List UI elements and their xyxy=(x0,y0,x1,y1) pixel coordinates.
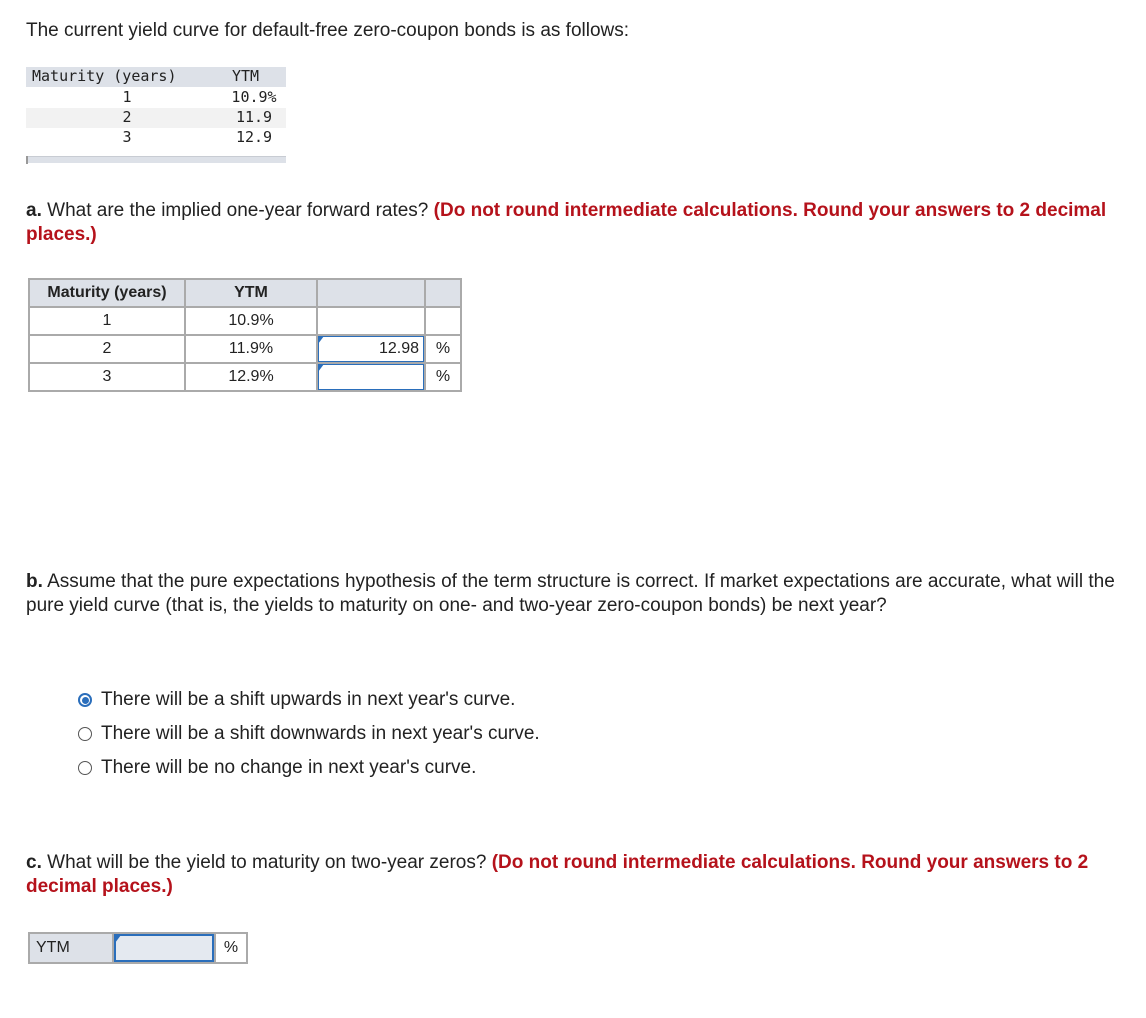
table-footer-bar xyxy=(26,156,286,163)
header-ytm: YTM xyxy=(232,67,260,85)
table-row xyxy=(29,363,461,391)
question-b-label: b. xyxy=(26,571,43,592)
header-maturity: Maturity (years) xyxy=(29,279,185,307)
maturity-cell: 3 xyxy=(122,128,132,146)
option-shift-downwards[interactable] xyxy=(78,721,540,747)
header-blank xyxy=(317,279,425,307)
empty-cell xyxy=(425,307,461,335)
maturity-cell: 3 xyxy=(29,363,185,391)
table-row xyxy=(26,88,286,108)
table-row xyxy=(29,307,461,335)
forward-rate-2-value: 12.98 xyxy=(378,340,419,357)
empty-cell xyxy=(317,307,425,335)
table-footer-edge xyxy=(26,156,28,164)
question-c xyxy=(26,851,1121,899)
ytm-answer-table xyxy=(28,932,248,964)
maturity-cell: 2 xyxy=(122,108,132,126)
forward-rate-3-input[interactable] xyxy=(318,364,424,390)
option-label: There will be a shift downwards in next year's curve. xyxy=(101,723,540,744)
radio-icon[interactable] xyxy=(78,761,92,775)
ytm-field-cell xyxy=(113,933,215,963)
option-label: There will be no change in next year's curve. xyxy=(101,757,477,778)
maturity-cell: 1 xyxy=(29,307,185,335)
maturity-cell: 1 xyxy=(122,88,132,106)
radio-selected-icon[interactable] xyxy=(78,693,92,707)
ytm-cell: 10.9% xyxy=(185,307,317,335)
maturity-cell: 2 xyxy=(29,335,185,363)
question-c-label: c. xyxy=(26,852,42,873)
question-b xyxy=(26,570,1121,618)
input-flag-icon xyxy=(318,364,324,372)
percent-unit: % xyxy=(425,363,461,391)
ytm-cell: 10.9% xyxy=(231,88,277,106)
table-header-row xyxy=(29,279,461,307)
question-a-instruction: (Do not round intermediate calculations. Round your answers to 2 decimal places.) xyxy=(26,200,1107,245)
header-ytm: YTM xyxy=(185,279,317,307)
intro-text: The current yield curve for default-free zero-coupon bonds is as follows: xyxy=(26,20,630,41)
ytm-cell: 12.9% xyxy=(185,363,317,391)
table-row xyxy=(29,933,247,963)
forward-rate-2-input[interactable] xyxy=(318,336,424,362)
question-a-label: a. xyxy=(26,200,42,221)
table-row xyxy=(29,335,461,363)
question-a xyxy=(26,199,1121,247)
forward-rates-table xyxy=(28,278,462,392)
input-flag-icon xyxy=(115,935,121,943)
yield-curve-header xyxy=(26,67,286,87)
ytm-input[interactable] xyxy=(114,934,214,962)
option-no-change[interactable] xyxy=(78,755,476,781)
header-blank-unit xyxy=(425,279,461,307)
question-b-text: Assume that the pure expectations hypothesis of the term structure is correct. If market expectations are accurate, what will the pure yield curve (that is, the yields to maturity on one- and two-year zero-coupon bonds) be next year? xyxy=(26,571,1115,616)
ytm-cell: 11.9 xyxy=(235,108,273,126)
header-maturity: Maturity (years) xyxy=(32,67,177,85)
radio-icon[interactable] xyxy=(78,727,92,741)
table-row xyxy=(26,108,286,128)
ytm-cell: 11.9% xyxy=(185,335,317,363)
forward-rate-2-cell xyxy=(317,335,425,363)
percent-unit: % xyxy=(425,335,461,363)
ytm-cell: 12.9 xyxy=(235,128,273,146)
question-a-text: What are the implied one-year forward rates? xyxy=(47,200,429,221)
question-c-text: What will be the yield to maturity on two-year zeros? xyxy=(47,852,487,873)
question-c-instruction: (Do not round intermediate calculations. Round your answers to 2 decimal places.) xyxy=(26,852,1089,897)
table-row xyxy=(26,128,286,148)
option-shift-upwards[interactable] xyxy=(78,687,515,713)
forward-rate-3-cell xyxy=(317,363,425,391)
input-flag-icon xyxy=(318,336,324,344)
yield-curve-table xyxy=(26,67,286,167)
ytm-label: YTM xyxy=(29,933,113,963)
percent-unit: % xyxy=(215,933,247,963)
option-label: There will be a shift upwards in next year's curve. xyxy=(101,689,516,710)
